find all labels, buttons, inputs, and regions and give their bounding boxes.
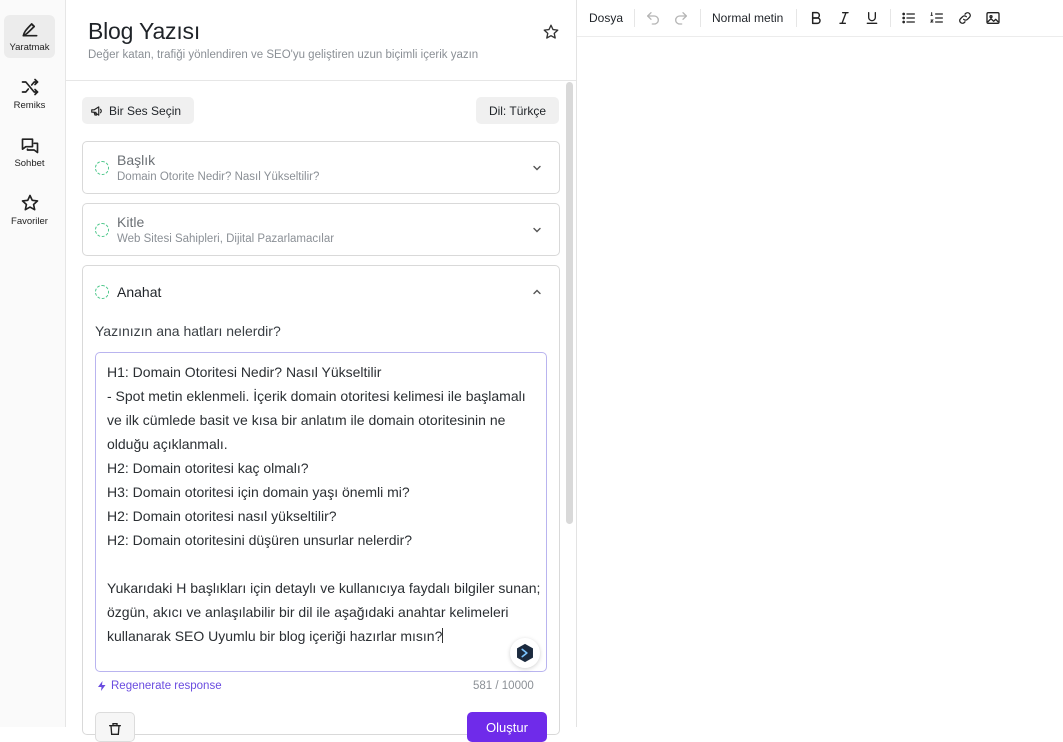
toolbar-divider — [634, 9, 635, 27]
image-icon — [985, 10, 1001, 26]
form-panel — [66, 0, 577, 735]
page-subtitle: Değer katan, trafiği yönlendiren ve SEO'yu geliştiren uzun biçimli içerik yazın — [88, 49, 479, 61]
editor-toolbar — [577, 0, 1063, 37]
text-caret — [442, 628, 443, 643]
toolbar-divider — [890, 9, 891, 27]
bold-icon — [808, 10, 824, 26]
numbered-list-icon — [929, 10, 945, 26]
toolbar-divider — [700, 9, 701, 27]
numbered-list-button[interactable] — [928, 9, 946, 27]
outline-line: H2: Domain otoritesi nasıl yükseltilir? — [107, 508, 337, 524]
nav-item-create[interactable] — [4, 15, 55, 58]
outline-status-icon — [95, 285, 109, 299]
select-voice-label: Bir Ses Seçin — [109, 103, 182, 118]
scrollbar-thumb[interactable] — [566, 82, 573, 524]
nav-label-remix: Remiks — [13, 100, 46, 111]
nav-label-create: Yaratmak — [9, 42, 50, 53]
audience-field-header[interactable] — [83, 204, 559, 256]
language-label: Dil: Türkçe — [488, 103, 547, 118]
generate-button[interactable] — [467, 712, 547, 742]
link-icon — [957, 10, 973, 26]
chevron-down-icon — [531, 162, 543, 174]
document-editor — [577, 0, 1063, 727]
audience-field-value: Web Sitesi Sahipleri, Dijital Pazarlamacılar — [117, 233, 335, 245]
regenerate-response-link[interactable] — [96, 680, 222, 692]
star-icon — [20, 193, 40, 213]
bullet-list-button[interactable] — [900, 9, 918, 27]
panel-scrollbar[interactable] — [565, 82, 574, 727]
outline-field-header[interactable] — [83, 266, 559, 318]
underline-icon — [864, 10, 880, 26]
outline-line: H2: Domain otoritesi kaç olmalı? — [107, 460, 309, 476]
outline-field-label: Anahat — [117, 284, 162, 300]
nav-label-chat: Sohbet — [14, 158, 45, 169]
chevron-down-icon — [531, 224, 543, 236]
audience-field-card[interactable] — [82, 203, 560, 256]
image-button[interactable] — [984, 9, 1002, 27]
regenerate-label: Regenerate response — [111, 680, 222, 692]
toolbar-divider — [796, 9, 797, 27]
bold-button[interactable] — [807, 9, 825, 27]
title-field-label: Başlık — [117, 152, 156, 168]
outline-textarea[interactable] — [95, 352, 547, 672]
italic-button[interactable] — [835, 9, 853, 27]
link-button[interactable] — [956, 9, 974, 27]
outline-line: Yukarıdaki H başlıkları için detaylı ve kullanıcıya faydalı bilgiler sunan; — [107, 580, 541, 596]
select-voice-button[interactable] — [82, 97, 194, 124]
title-field-value: Domain Otorite Nedir? Nasıl Yükseltilir? — [117, 171, 320, 183]
outline-line: H1: Domain Otoritesi Nedir? Nasıl Yükseltilir — [107, 364, 382, 380]
language-button[interactable] — [476, 97, 559, 124]
file-menu[interactable]: Dosya — [589, 11, 624, 25]
editor-content-area[interactable] — [577, 38, 1063, 727]
nav-item-remix[interactable] — [4, 73, 55, 116]
outline-line: ve ilk cümlede basit ve kısa bir anlatım ile domain otoritesinin ne — [107, 412, 506, 428]
outline-line-text: kullanarak SEO Uyumlu bir blog içeriği hazırlar mısın? — [107, 628, 443, 644]
redo-icon — [673, 10, 689, 26]
character-counter: 581 / 10000 — [473, 680, 534, 692]
title-status-icon — [95, 161, 109, 175]
audience-field-label: Kitle — [117, 214, 145, 230]
outline-line-last — [107, 624, 535, 648]
favorite-button[interactable] — [542, 23, 560, 41]
title-field-header[interactable] — [83, 142, 559, 194]
nav-label-favorites: Favoriler — [11, 216, 48, 227]
star-outline-icon — [542, 23, 560, 41]
outline-line: - Spot metin eklenmeli. İçerik domain otoritesi kelimesi ile başlamalı — [107, 388, 526, 404]
outline-line: özgün, akıcı ve anlaşılabilir bir dil ile aşağıdaki anahtar kelimeleri — [107, 604, 509, 620]
text-style-select[interactable]: Normal metin — [712, 11, 784, 25]
italic-icon — [836, 10, 852, 26]
title-field-card[interactable] — [82, 141, 560, 194]
nav-item-favorites[interactable] — [4, 189, 55, 232]
outline-line: H2: Domain otoritesini düşüren unsurlar nelerdir? — [107, 532, 413, 548]
outline-line: olduğu açıklanmalı. — [107, 436, 228, 452]
trash-icon — [107, 721, 123, 737]
generate-label: Oluştur — [486, 720, 528, 735]
underline-button[interactable] — [863, 9, 881, 27]
outline-line — [107, 552, 535, 576]
page-title: Blog Yazısı — [88, 18, 201, 44]
pen-icon — [20, 19, 40, 39]
megaphone-icon — [90, 104, 104, 118]
panel-header — [66, 0, 576, 81]
undo-button[interactable] — [644, 9, 662, 27]
shuffle-icon — [20, 77, 40, 97]
chat-icon — [20, 135, 40, 155]
chevron-up-icon — [531, 286, 543, 298]
bullet-list-icon — [901, 10, 917, 26]
clear-button[interactable] — [95, 712, 135, 742]
nav-item-chat[interactable] — [4, 131, 55, 174]
audience-status-icon — [95, 223, 109, 237]
undo-icon — [645, 10, 661, 26]
outline-field-card — [82, 265, 560, 735]
left-nav-rail — [0, 0, 66, 727]
assistant-logo-icon — [514, 642, 536, 664]
writing-assistant-button[interactable] — [510, 638, 540, 668]
redo-button[interactable] — [672, 9, 690, 27]
outline-question: Yazınızın ana hatları nelerdir? — [95, 323, 281, 339]
outline-line: H3: Domain otoritesi için domain yaşı önemli mi? — [107, 484, 410, 500]
lightning-icon — [96, 680, 108, 692]
